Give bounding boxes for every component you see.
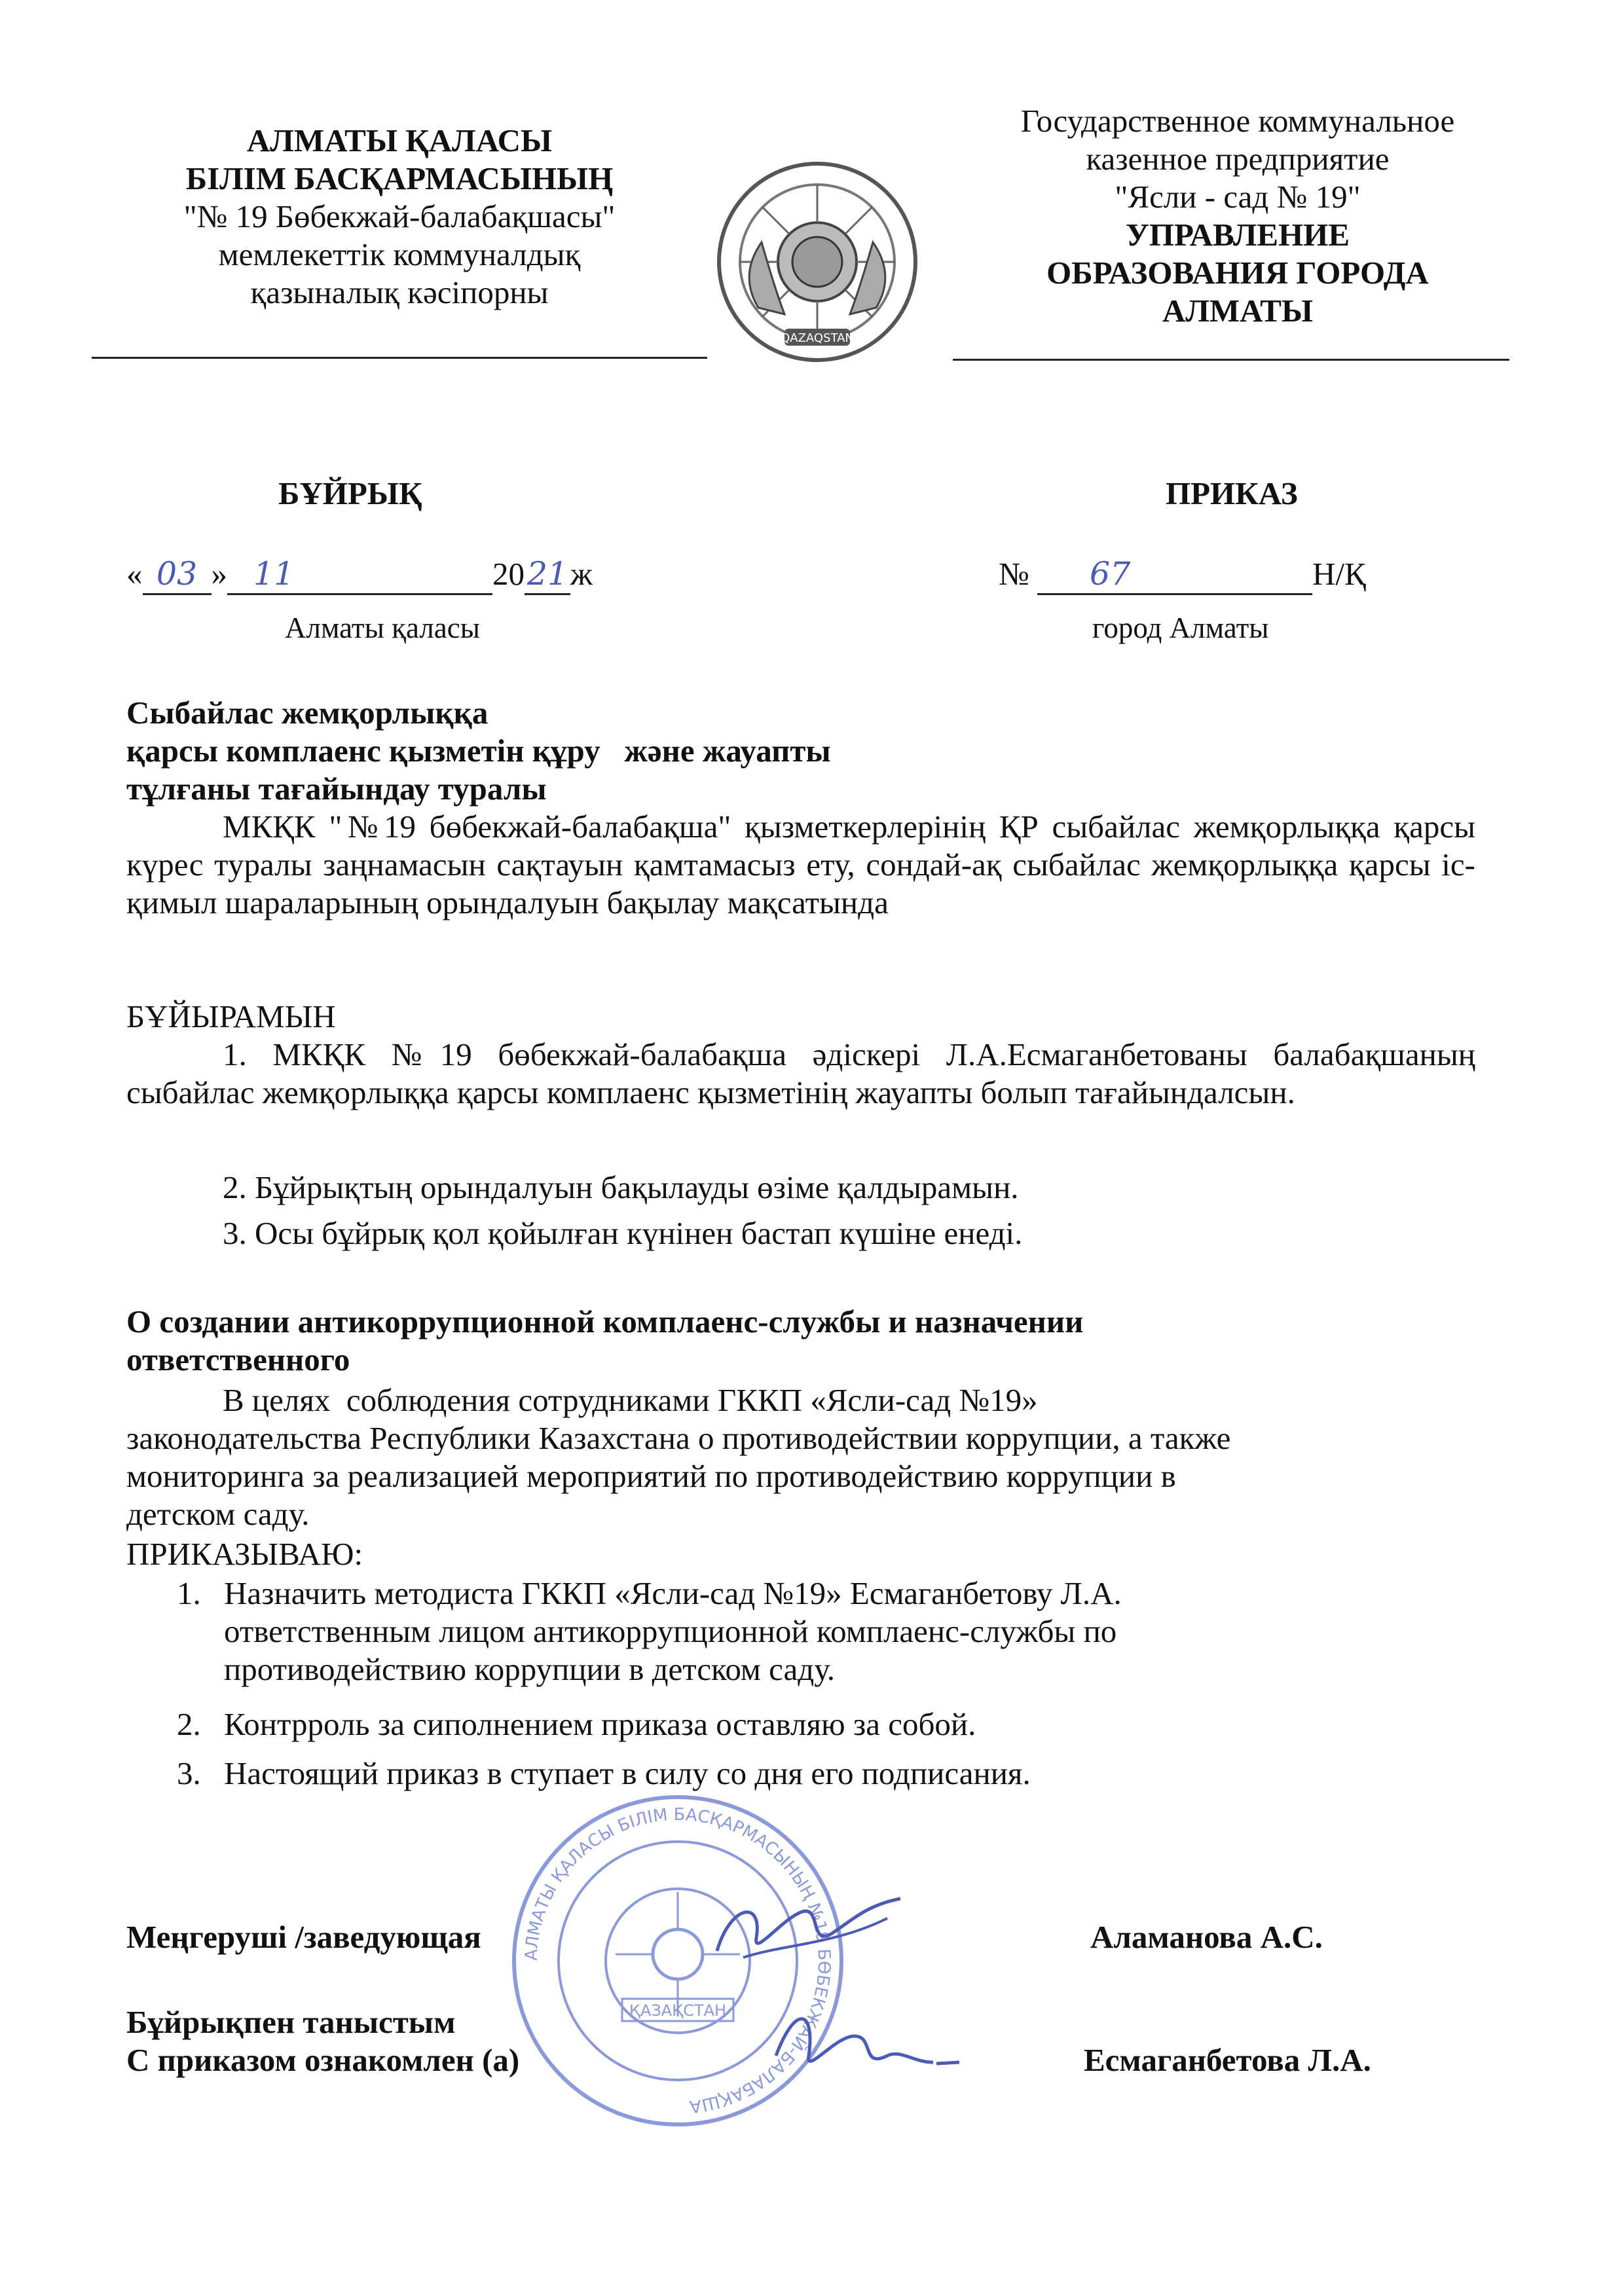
ru-intro bbox=[126, 1381, 1502, 1533]
header-right-line3: "Ясли - сад № 19" bbox=[1115, 179, 1361, 215]
kz-item1: 1. МКҚК №19 бөбекжай-балабақша әдіскері Л.А.Есмаганбетованы балабақшаның сыбайлас жемқорлыққа қарсы комплаенс қызметінің жауапты болып тағайындалсын. bbox=[126, 1036, 1475, 1110]
head-signature bbox=[704, 1879, 913, 1977]
ru-item-3-num: 3. bbox=[177, 1755, 201, 1791]
ack-label-ru: С приказом ознакомлен (а) bbox=[126, 2042, 520, 2078]
ack-label bbox=[126, 2003, 519, 2079]
ru-heading-line1: О создании антикоррупционной комплаенс-службы и назначении bbox=[126, 1303, 1084, 1339]
state-emblem-icon bbox=[712, 157, 922, 367]
ru-item-2-num: 2. bbox=[177, 1706, 201, 1742]
ack-label-kz: Бұйрықпен таныстым bbox=[126, 2004, 456, 2040]
header-right bbox=[943, 102, 1532, 330]
date-year-prefix: 20 bbox=[492, 556, 525, 592]
head-label: Меңгеруші /заведующая bbox=[126, 1919, 481, 1955]
date-suffix: ж bbox=[570, 556, 593, 592]
ru-item-1 bbox=[177, 1575, 1486, 1688]
ru-intro-line2: законодательства Республики Казахстана о противодействии коррупции, а также bbox=[126, 1420, 1231, 1456]
order-title-ru: ПРИКАЗ bbox=[1166, 475, 1298, 511]
head-signature-icon bbox=[704, 1879, 913, 1977]
ack-name: Есмаганбетова Л.А. bbox=[1084, 2042, 1371, 2078]
number-prefix: № bbox=[999, 556, 1029, 592]
kz-item3: 3. Осы бұйрық қол қойылған күнінен бастап күшіне енеді. bbox=[223, 1215, 1023, 1251]
city-kz: Алматы қаласы bbox=[285, 611, 480, 644]
header-right-line2: казенное предприятие bbox=[1086, 141, 1390, 177]
ru-command: ПРИКАЗЫВАЮ: bbox=[126, 1536, 363, 1572]
header-left-line3: "№ 19 Бөбекжай-балабақшасы" bbox=[183, 198, 616, 234]
date-month: 11 bbox=[227, 555, 492, 595]
ru-item-1-line2: ответственным лицом антикоррупционной комплаенс-службы по bbox=[224, 1613, 1117, 1649]
kz-heading bbox=[126, 694, 1502, 808]
ack-signature-icon bbox=[763, 1990, 972, 2088]
header-left-line4: мемлекеттік коммуналдық bbox=[218, 236, 581, 272]
ru-item-1-line3: противодействию коррупции в детском саду. bbox=[224, 1651, 836, 1687]
header-left-divider bbox=[92, 357, 707, 359]
order-number bbox=[999, 555, 1366, 595]
kz-intro: МКҚК "№19 бөбекжай-балабақша" қызметкерлерінің ҚР сыбайлас жемқорлыққа қарсы күрес туралы заңнамасын сақтауын қамтамасыз ету, сондай-ақ сыбайлас жемқорлыққа қарсы іс-қимыл шараларының орындалуын бақылау мақсатында bbox=[126, 809, 1475, 920]
ru-item-1-line1: Назначить методиста ГККП «Ясли-сад №19» Есмаганбетову Л.А. bbox=[224, 1575, 1122, 1611]
stamp-outer-text: АЛМАТЫ ҚАЛАСЫ БІЛІМ БАСҚАРМАСЫНЫҢ №19 БӨБЕКЖАЙ-БАЛАБАҚША bbox=[521, 1804, 834, 2117]
ru-item-2 bbox=[177, 1705, 1486, 1743]
head-name: Аламанова А.С. bbox=[1090, 1919, 1323, 1955]
state-emblem bbox=[712, 157, 922, 367]
date-open-quote: « bbox=[126, 556, 143, 592]
ru-heading bbox=[126, 1303, 1502, 1379]
ack-signature bbox=[763, 1990, 972, 2088]
kz-command: БҰЙЫРАМЫН bbox=[126, 998, 336, 1034]
date-close-quote: » bbox=[211, 556, 227, 592]
ru-item-2-line1: Контрроль за сиполнением приказа оставляю за собой. bbox=[224, 1706, 976, 1742]
ru-item-3 bbox=[177, 1755, 1486, 1793]
order-title-kz: БҰЙРЫҚ bbox=[278, 475, 422, 511]
header-right-line6: АЛМАТЫ bbox=[1162, 293, 1314, 329]
header-right-line4: УПРАВЛЕНИЕ bbox=[1125, 217, 1350, 253]
header-left-line5: қазыналық кәсіпорны bbox=[250, 274, 549, 310]
kz-heading-line2: қарсы комплаенс қызметін құру және жауапты bbox=[126, 733, 831, 769]
date-day: 03 bbox=[143, 555, 212, 595]
header-right-line1: Государственное коммунальное bbox=[1020, 103, 1455, 139]
date-year-suffix: 21 bbox=[525, 555, 570, 595]
order-number-value: 67 bbox=[1037, 555, 1312, 595]
order-date bbox=[126, 555, 593, 595]
ru-item-1-num: 1. bbox=[177, 1575, 201, 1611]
ru-heading-line2: ответственного bbox=[126, 1341, 350, 1377]
kz-item2: 2. Бұйрықтың орындалуын бақылауды өзіме қалдырамын. bbox=[223, 1169, 1019, 1205]
ru-intro-line1: В целях соблюдения сотрудниками ГККП «Ясли-сад №19» bbox=[223, 1382, 1038, 1418]
header-left bbox=[88, 122, 710, 312]
header-right-divider bbox=[953, 359, 1509, 361]
kz-heading-line1: Сыбайлас жемқорлыққа bbox=[126, 695, 489, 731]
header-right-line5: ОБРАЗОВАНИЯ ГОРОДА bbox=[1046, 255, 1429, 291]
stamp-center-text: ҚАЗАҚСТАН bbox=[629, 2001, 727, 2020]
ru-item-3-line1: Настоящий приказ в ступает в силу со дня его подписания. bbox=[224, 1755, 1031, 1791]
ru-intro-line3: мониторинга за реализацией мероприятий по противодействию коррупции в bbox=[126, 1458, 1176, 1494]
ru-intro-line4: детском саду. bbox=[126, 1496, 310, 1532]
kz-heading-line3: тұлғаны тағайындау туралы bbox=[126, 771, 547, 807]
header-left-line2: БІЛІМ БАСҚАРМАСЫНЫҢ bbox=[185, 160, 614, 196]
emblem-text: QAZAQSTAN bbox=[781, 331, 854, 345]
header-left-line1: АЛМАТЫ ҚАЛАСЫ bbox=[246, 122, 553, 158]
city-ru: город Алматы bbox=[1092, 611, 1269, 644]
number-suffix: Н/Қ bbox=[1312, 556, 1366, 592]
